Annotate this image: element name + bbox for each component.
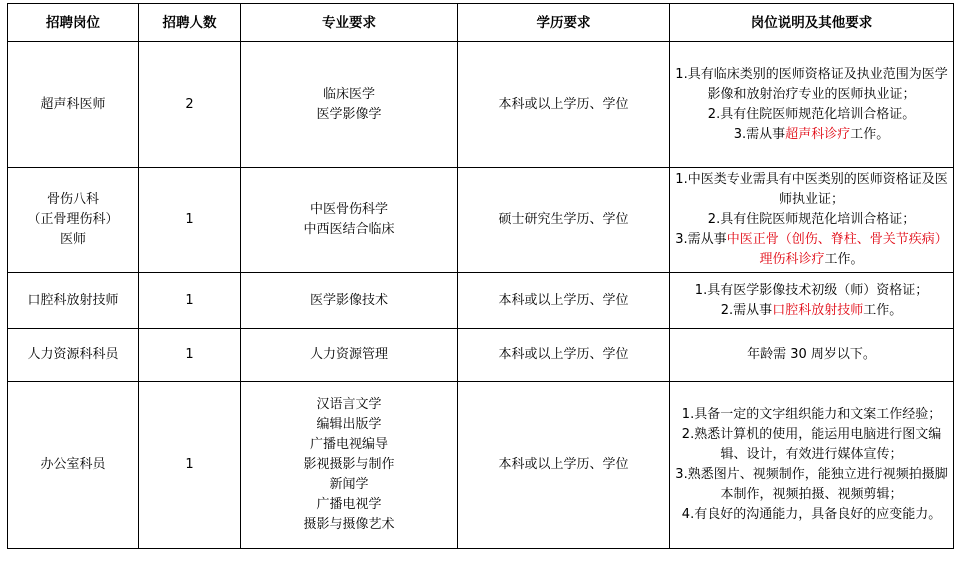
education-cell: 本科或以上学历、学位 <box>458 42 670 168</box>
major-line: 中西医结合临床 <box>303 222 395 237</box>
count-cell: 1 <box>139 382 241 549</box>
requirement-item: 2.具有住院医师规范化培训合格证。 <box>707 106 916 122</box>
position-cell <box>8 273 139 329</box>
count-cell: 1 <box>139 168 241 273</box>
education-cell: 本科或以上学历、学位 <box>458 382 670 549</box>
recruitment-table <box>7 3 954 549</box>
major-line: 影视摄影与制作 <box>303 457 395 472</box>
major-line: 临床医学 <box>322 86 375 102</box>
major-line: 广播电视学 <box>316 497 382 512</box>
table-row <box>8 329 954 382</box>
highlighted-duty: 口腔科放射技师 <box>772 302 864 318</box>
count-cell: 2 <box>139 42 241 168</box>
requirements-cell <box>670 168 954 273</box>
major-line: 新闻学 <box>329 477 369 492</box>
header-position: 招聘岗位 <box>8 4 139 42</box>
requirement-item: 年龄需 30 周岁以下。 <box>747 347 876 362</box>
major-line: 中医骨伤科学 <box>309 202 388 217</box>
requirement-item: 4.有良好的沟通能力，具备良好的应变能力。 <box>681 507 942 522</box>
table-row <box>8 168 954 273</box>
count-cell: 1 <box>139 273 241 329</box>
requirement-item: 1.中医类专业需具有中医类别的医师资格证及医师执业证； <box>675 172 948 207</box>
requirement-item: 3.熟悉图片、视频制作，能独立进行视频拍摄脚本制作，视频拍摄、视频剪辑； <box>675 467 948 502</box>
table-row <box>8 273 954 329</box>
requirement-item: 3.需从事超声科诊疗工作。 <box>733 126 890 142</box>
requirement-item: 1.具备一定的文字组织能力和文案工作经验； <box>681 407 942 422</box>
header-row <box>8 4 954 42</box>
requirement-item: 2.需从事口腔科放射技师工作。 <box>720 302 903 318</box>
requirement-item: 1.具有医学影像技术初级（师）资格证； <box>694 282 929 298</box>
major-line: 广播电视编导 <box>309 437 388 452</box>
position-cell <box>8 382 139 549</box>
position-line: 医师 <box>59 232 86 247</box>
header-major: 专业要求 <box>241 4 458 42</box>
major-cell <box>241 382 458 549</box>
position-line: 人力资源科科员 <box>27 347 119 362</box>
education-cell: 本科或以上学历、学位 <box>458 329 670 382</box>
table-row <box>8 42 954 168</box>
position-line: 骨伤八科 <box>46 192 99 207</box>
header-count: 招聘人数 <box>139 4 241 42</box>
major-line: 医学影像技术 <box>309 292 388 308</box>
major-cell <box>241 42 458 168</box>
position-cell <box>8 42 139 168</box>
requirements-cell <box>670 382 954 549</box>
highlighted-duty: 超声科诊疗 <box>785 126 851 142</box>
requirement-item: 2.熟悉计算机的使用，能运用电脑进行图文编辑、设计，有效进行媒体宣传； <box>681 427 942 462</box>
position-cell <box>8 168 139 273</box>
position-cell <box>8 329 139 382</box>
requirement-item: 3.需从事中医正骨（创伤、脊柱、骨关节疾病）理伤科诊疗工作。 <box>675 232 948 267</box>
position-line: 口腔科放射技师 <box>27 292 119 308</box>
major-cell <box>241 329 458 382</box>
requirement-item: 1.具有临床类别的医师资格证及执业范围为医学影像和放射治疗专业的医师执业证； <box>675 66 948 102</box>
major-line: 医学影像学 <box>316 106 382 122</box>
header-education: 学历要求 <box>458 4 670 42</box>
requirements-cell <box>670 273 954 329</box>
education-cell: 本科或以上学历、学位 <box>458 273 670 329</box>
position-line: 超声科医师 <box>40 96 106 112</box>
table-row <box>8 382 954 549</box>
requirements-cell <box>670 329 954 382</box>
major-line: 编辑出版学 <box>316 417 382 432</box>
count-cell: 1 <box>139 329 241 382</box>
major-cell <box>241 273 458 329</box>
header-requirements: 岗位说明及其他要求 <box>670 4 954 42</box>
major-line: 汉语言文学 <box>316 397 382 412</box>
education-cell: 硕士研究生学历、学位 <box>458 168 670 273</box>
position-line: 办公室科员 <box>40 457 106 472</box>
requirement-item: 2.具有住院医师规范化培训合格证； <box>707 212 916 227</box>
requirements-cell <box>670 42 954 168</box>
major-line: 人力资源管理 <box>309 347 388 362</box>
position-line: （正骨理伤科） <box>27 212 119 227</box>
major-cell <box>241 168 458 273</box>
major-line: 摄影与摄像艺术 <box>303 517 395 532</box>
highlighted-duty: 中医正骨（创伤、脊柱、骨关节疾病）理伤科诊疗 <box>726 232 948 267</box>
